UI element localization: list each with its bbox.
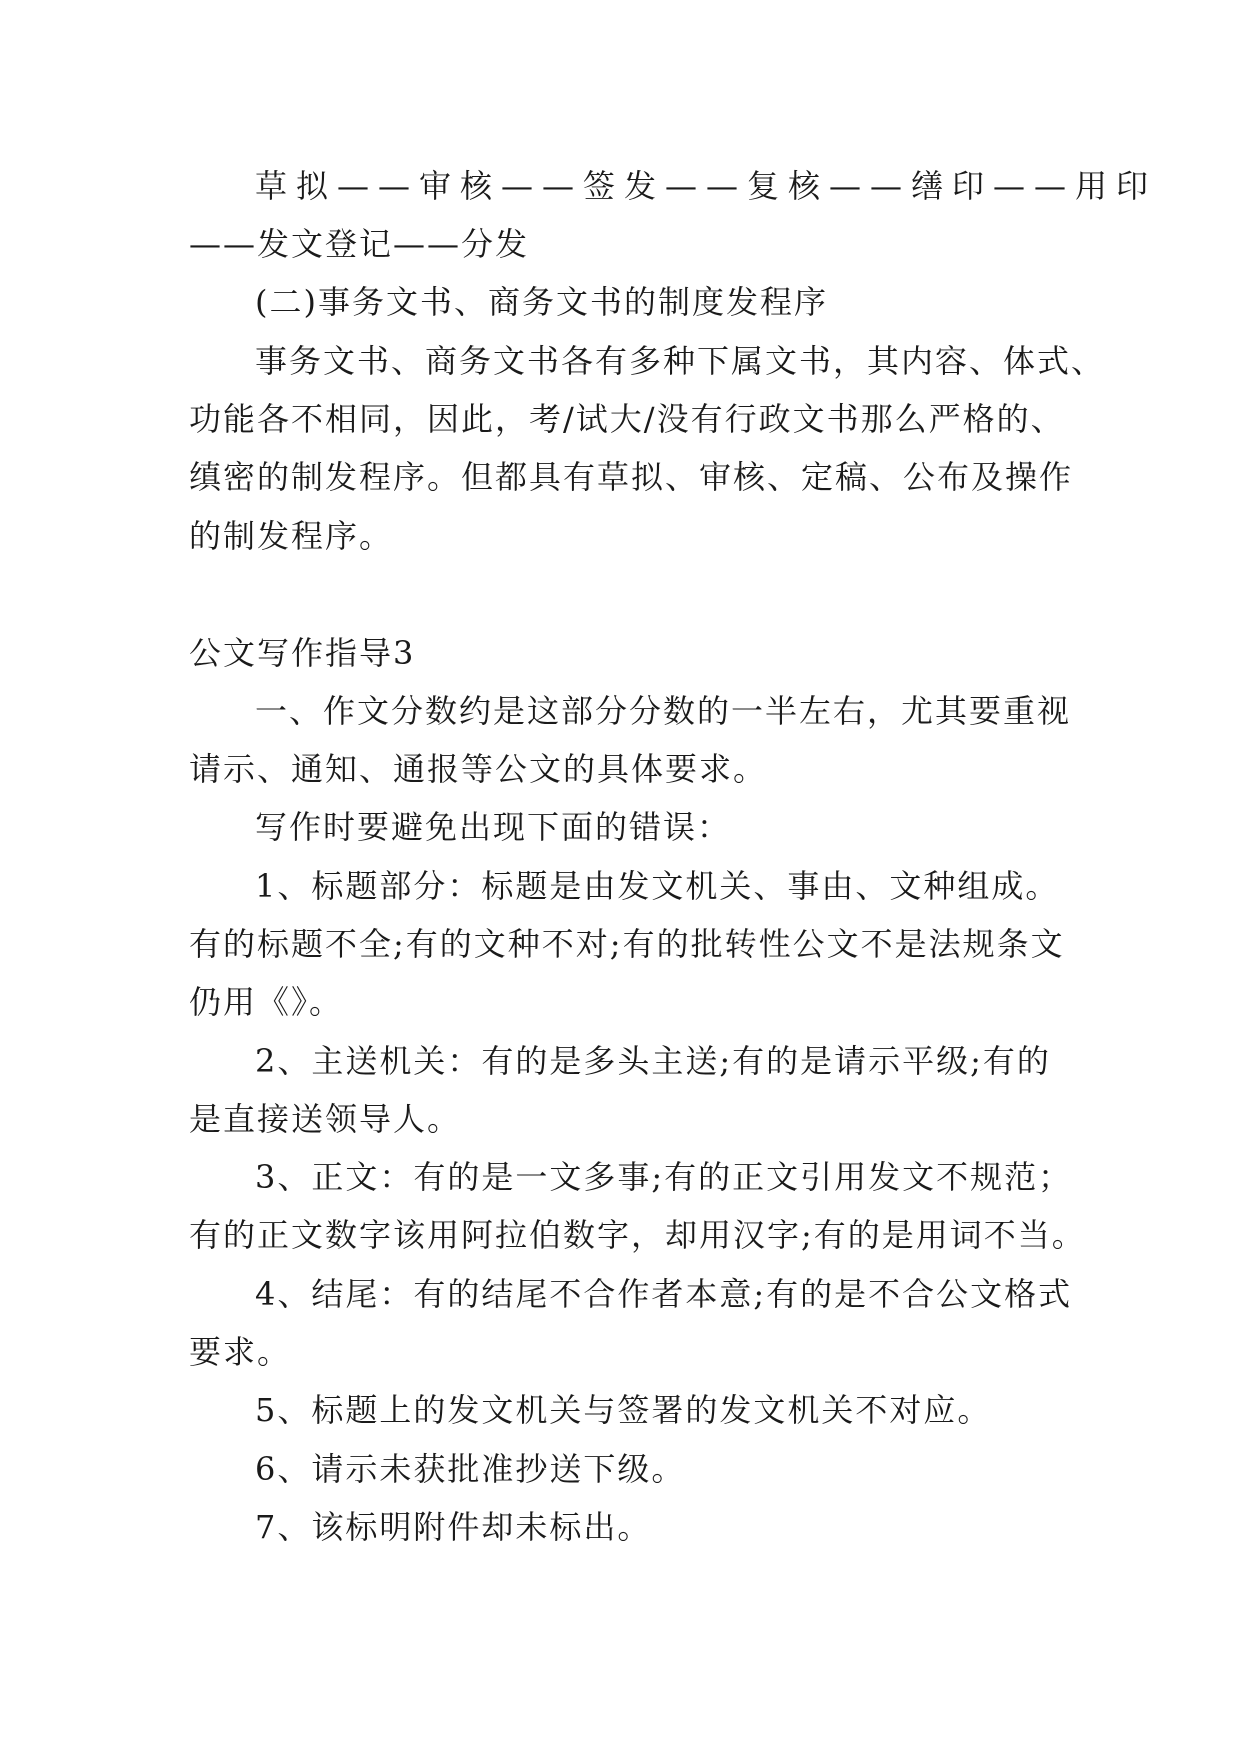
paragraph-line: 功能各不相同，因此，考/试大/没有行政文书那么严格的、 [189,400,1065,438]
paragraph-line: 写作时要避免出现下面的错误： [255,808,732,846]
list-item-4: 4、结尾：有的结尾不合作者本意;有的是不合公文格式 [255,1275,1073,1313]
flow-steps-line-2: ——发文登记——分发 [189,225,530,263]
list-item-3-cont: 有的正文数字该用阿拉伯数字，却用汉字;有的是用词不当。 [189,1216,1086,1254]
article-title: 公文写作指导3 [189,634,416,672]
paragraph-line: 缜密的制发程序。但都具有草拟、审核、定稿、公布及操作 [189,458,1074,496]
list-item-7: 7、该标明附件却未标出。 [255,1508,652,1546]
list-item-2-cont: 是直接送领导人。 [189,1100,462,1138]
list-item-3: 3、正文：有的是一文多事;有的正文引用发文不规范； [255,1158,1073,1196]
list-item-1-cont: 有的标题不全;有的文种不对;有的批转性公文不是法规条文 [189,925,1065,963]
paragraph-line: 一、作文分数约是这部分分数的一半左右，尤其要重视 [255,692,1072,730]
paragraph-line: 事务文书、商务文书各有多种下属文书，其内容、体式、 [255,342,1106,380]
paragraph-line: 请示、通知、通报等公文的具体要求。 [189,750,768,788]
list-item-4-cont: 要求。 [189,1333,292,1371]
list-item-1-cont: 仍用《》。 [189,983,344,1021]
list-item-5: 5、标题上的发文机关与签署的发文机关不对应。 [255,1391,992,1429]
section-heading-2: (二)事务文书、商务文书的制度发程序 [255,283,828,321]
list-item-6: 6、请示未获批准抄送下级。 [255,1450,686,1488]
paragraph-line: 的制发程序。 [189,517,394,555]
list-item-2: 2、主送机关：有的是多头主送;有的是请示平级;有的 [255,1042,1051,1080]
flow-steps-line-1: 草拟——审核——签发——复核——缮印——用印 [255,167,1158,205]
list-item-1: 1、标题部分：标题是由发文机关、事由、文种组成。 [255,867,1060,905]
